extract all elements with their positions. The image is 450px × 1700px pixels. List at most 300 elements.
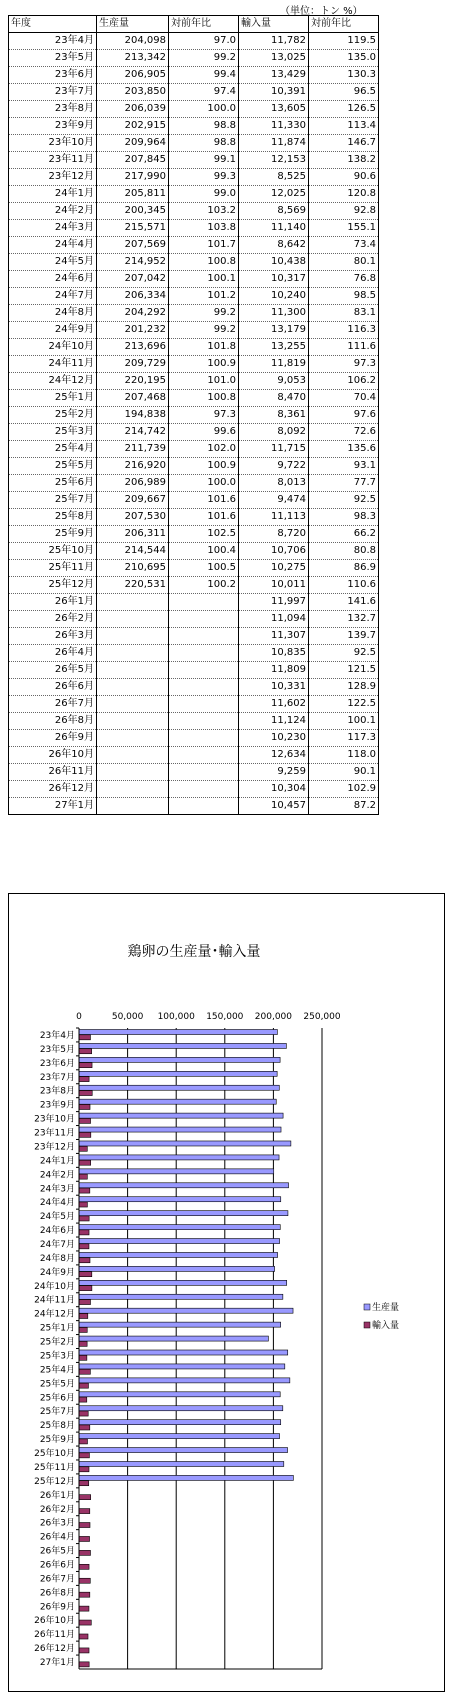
bar-production: [79, 1155, 279, 1160]
table-cell: 141.6: [309, 594, 379, 611]
column-header: 輸入量: [239, 16, 309, 33]
table-cell: 132.7: [309, 611, 379, 628]
legend-label-production: 生産量: [372, 1303, 400, 1313]
table-cell: [97, 747, 169, 764]
table-row: [9, 441, 379, 458]
table-cell: 99.3: [169, 169, 239, 186]
y-tick-label: 24年2月: [39, 1170, 75, 1181]
table-cell: 100.4: [169, 543, 239, 560]
table-cell: 128.9: [309, 679, 379, 696]
table-row: [9, 135, 379, 152]
table-row: [9, 424, 379, 441]
table-cell: 23年11月: [9, 152, 97, 169]
table-cell: 213,342: [97, 50, 169, 67]
x-tick-label: 50,000: [111, 1012, 144, 1022]
table-row: [9, 764, 379, 781]
table-cell: 207,569: [97, 237, 169, 254]
table-cell: 138.2: [309, 152, 379, 169]
table-cell: 206,334: [97, 288, 169, 305]
bar-import: [79, 1049, 92, 1054]
table-cell: 99.1: [169, 152, 239, 169]
table-cell: [169, 713, 239, 730]
table-cell: 8,642: [239, 237, 309, 254]
bar-import: [79, 1411, 88, 1416]
y-tick-label: 24年5月: [39, 1212, 75, 1223]
table-cell: 24年8月: [9, 305, 97, 322]
table-cell: 92.5: [309, 645, 379, 662]
table-cell: 26年11月: [9, 764, 97, 781]
table-cell: 26年9月: [9, 730, 97, 747]
bar-import: [79, 1035, 90, 1040]
table-row: [9, 339, 379, 356]
table-cell: [97, 611, 169, 628]
bar-import: [79, 1397, 87, 1402]
table-cell: 11,997: [239, 594, 309, 611]
table-cell: 25年5月: [9, 458, 97, 475]
y-tick-label: 24年6月: [39, 1226, 75, 1237]
bar-import: [79, 1509, 90, 1514]
table-cell: 100.0: [169, 101, 239, 118]
table-row: [9, 305, 379, 322]
y-tick-label: 26年11月: [34, 1630, 75, 1641]
table-cell: 206,905: [97, 67, 169, 84]
bar-import: [79, 1467, 89, 1472]
table-cell: 11,715: [239, 441, 309, 458]
table-cell: 103.2: [169, 203, 239, 220]
table-cell: 24年4月: [9, 237, 97, 254]
y-tick-label: 26年10月: [34, 1616, 75, 1627]
y-tick-label: 26年1月: [39, 1490, 75, 1501]
table-cell: 10,240: [239, 288, 309, 305]
table-cell: 11,094: [239, 611, 309, 628]
table-cell: 25年2月: [9, 407, 97, 424]
table-row: [9, 254, 379, 271]
table-cell: 205,811: [97, 186, 169, 203]
table-cell: 24年12月: [9, 373, 97, 390]
table-cell: 216,920: [97, 458, 169, 475]
y-tick-label: 25年11月: [34, 1462, 75, 1473]
table-cell: 211,739: [97, 441, 169, 458]
y-tick-label: 23年8月: [39, 1086, 75, 1097]
y-tick-label: 25年10月: [34, 1449, 75, 1460]
table-cell: 24年11月: [9, 356, 97, 373]
y-tick-label: 24年3月: [39, 1184, 75, 1195]
table-cell: 12,025: [239, 186, 309, 203]
table-cell: 101.6: [169, 509, 239, 526]
y-tick-label: 24年10月: [34, 1281, 75, 1292]
bar-import: [79, 1188, 90, 1193]
table-cell: 120.8: [309, 186, 379, 203]
table-cell: 25年10月: [9, 543, 97, 560]
table-cell: 204,098: [97, 33, 169, 50]
table-cell: 24年10月: [9, 339, 97, 356]
bar-production: [79, 1475, 293, 1480]
y-tick-label: 24年1月: [39, 1156, 75, 1167]
y-tick-label: 24年11月: [34, 1295, 75, 1306]
table-row: [9, 713, 379, 730]
bar-import: [79, 1453, 89, 1458]
table-cell: 11,819: [239, 356, 309, 373]
table-row: [9, 526, 379, 543]
bar-import: [79, 1230, 89, 1235]
table-cell: 207,845: [97, 152, 169, 169]
table-cell: [169, 798, 239, 815]
table-cell: 121.5: [309, 662, 379, 679]
bar-production: [79, 1043, 286, 1048]
table-cell: 102.9: [309, 781, 379, 798]
bar-import: [79, 1300, 90, 1305]
table-row: [9, 594, 379, 611]
x-tick-label: 150,000: [206, 1012, 244, 1022]
table-cell: [169, 764, 239, 781]
table-cell: 12,153: [239, 152, 309, 169]
table-cell: 139.7: [309, 628, 379, 645]
table-cell: 206,989: [97, 475, 169, 492]
bar-production: [79, 1030, 277, 1035]
table-cell: 25年12月: [9, 577, 97, 594]
bar-production: [79, 1113, 283, 1118]
table-cell: [169, 628, 239, 645]
table-cell: [97, 696, 169, 713]
table-cell: 110.6: [309, 577, 379, 594]
y-tick-label: 25年3月: [39, 1351, 75, 1362]
table-row: [9, 577, 379, 594]
bar-import: [79, 1550, 90, 1555]
bar-production: [79, 1252, 278, 1257]
bar-production: [79, 1085, 279, 1090]
table-cell: 220,531: [97, 577, 169, 594]
table-cell: 24年2月: [9, 203, 97, 220]
table-cell: 26年4月: [9, 645, 97, 662]
table-cell: 214,742: [97, 424, 169, 441]
y-tick-label: 25年7月: [39, 1407, 75, 1418]
table-cell: 101.8: [169, 339, 239, 356]
bar-import: [79, 1523, 90, 1528]
column-header: 対前年比: [309, 16, 379, 33]
y-tick-label: 23年11月: [34, 1128, 75, 1139]
table-cell: 23年12月: [9, 169, 97, 186]
table-cell: 23年10月: [9, 135, 97, 152]
table-cell: 8,013: [239, 475, 309, 492]
table-cell: 111.6: [309, 339, 379, 356]
bar-production: [79, 1308, 293, 1313]
bar-import: [79, 1592, 90, 1597]
table-cell: [97, 730, 169, 747]
bar-import: [79, 1634, 88, 1639]
table-cell: 25年1月: [9, 390, 97, 407]
y-tick-label: 26年8月: [39, 1588, 75, 1599]
bar-production: [79, 1448, 288, 1453]
table-cell: 97.3: [169, 407, 239, 424]
table-cell: 101.6: [169, 492, 239, 509]
bar-import: [79, 1648, 89, 1653]
bar-import: [79, 1258, 90, 1263]
table-row: [9, 798, 379, 815]
table-cell: 10,438: [239, 254, 309, 271]
table-cell: 98.3: [309, 509, 379, 526]
table-cell: 97.4: [169, 84, 239, 101]
bar-import: [79, 1063, 92, 1068]
unit-note: （単位：トン %）: [280, 6, 363, 17]
bar-import: [79, 1578, 90, 1583]
table-row: [9, 747, 379, 764]
legend-swatch-production: [364, 1304, 370, 1310]
y-tick-label: 23年5月: [39, 1044, 75, 1055]
table-cell: 26年6月: [9, 679, 97, 696]
table-cell: 217,990: [97, 169, 169, 186]
table-cell: 23年8月: [9, 101, 97, 118]
table-row: [9, 101, 379, 118]
table-row: [9, 271, 379, 288]
table-cell: [97, 594, 169, 611]
table-cell: 11,140: [239, 220, 309, 237]
y-tick-label: 23年7月: [39, 1072, 75, 1083]
table-cell: [169, 696, 239, 713]
y-tick-label: 26年6月: [39, 1560, 75, 1571]
data-table: [8, 15, 379, 815]
table-cell: 23年6月: [9, 67, 97, 84]
bar-import: [79, 1118, 91, 1123]
table-cell: 90.1: [309, 764, 379, 781]
table-cell: [97, 798, 169, 815]
table-cell: 92.5: [309, 492, 379, 509]
table-row: [9, 407, 379, 424]
x-tick-label: 250,000: [303, 1012, 341, 1022]
bar-production: [79, 1197, 281, 1202]
table-cell: 70.4: [309, 390, 379, 407]
table-cell: 214,544: [97, 543, 169, 560]
table-cell: [97, 662, 169, 679]
table-cell: 13,605: [239, 101, 309, 118]
bar-production: [79, 1266, 275, 1271]
table-row: [9, 611, 379, 628]
table-cell: 214,952: [97, 254, 169, 271]
table-cell: 90.6: [309, 169, 379, 186]
bar-production: [79, 1406, 283, 1411]
bar-import: [79, 1481, 89, 1486]
y-tick-label: 25年9月: [39, 1435, 75, 1446]
table-row: [9, 356, 379, 373]
table-cell: 203,850: [97, 84, 169, 101]
table-row: [9, 169, 379, 186]
y-tick-label: 26年7月: [39, 1574, 75, 1585]
table-cell: 9,259: [239, 764, 309, 781]
table-cell: [169, 730, 239, 747]
bar-production: [79, 1364, 285, 1369]
table-row: [9, 781, 379, 798]
table-cell: 8,720: [239, 526, 309, 543]
table-cell: 13,025: [239, 50, 309, 67]
table-cell: 11,307: [239, 628, 309, 645]
table-cell: 8,092: [239, 424, 309, 441]
bar-import: [79, 1216, 89, 1221]
table-cell: 101.7: [169, 237, 239, 254]
y-tick-label: 27年1月: [39, 1658, 75, 1669]
bar-import: [79, 1272, 92, 1277]
table-cell: 209,964: [97, 135, 169, 152]
table-cell: 155.1: [309, 220, 379, 237]
table-cell: 23年5月: [9, 50, 97, 67]
bar-import: [79, 1369, 90, 1374]
y-tick-label: 26年2月: [39, 1504, 75, 1515]
table-cell: 24年5月: [9, 254, 97, 271]
table-cell: 98.5: [309, 288, 379, 305]
table-cell: 24年6月: [9, 271, 97, 288]
table-cell: 210,695: [97, 560, 169, 577]
table-cell: 25年6月: [9, 475, 97, 492]
bar-production: [79, 1099, 276, 1104]
table-cell: 9,722: [239, 458, 309, 475]
table-cell: 113.4: [309, 118, 379, 135]
table-cell: [169, 662, 239, 679]
table-cell: 10,317: [239, 271, 309, 288]
table-cell: 98.8: [169, 135, 239, 152]
table-cell: 135.6: [309, 441, 379, 458]
table-cell: 10,391: [239, 84, 309, 101]
y-tick-label: 25年8月: [39, 1421, 75, 1432]
y-tick-label: 26年9月: [39, 1602, 75, 1613]
table-cell: 122.5: [309, 696, 379, 713]
table-cell: 25年7月: [9, 492, 97, 509]
table-cell: 130.3: [309, 67, 379, 84]
table-cell: 72.6: [309, 424, 379, 441]
table-cell: 26年5月: [9, 662, 97, 679]
bar-production: [79, 1434, 280, 1439]
table-row: [9, 288, 379, 305]
table-cell: 26年12月: [9, 781, 97, 798]
bar-production: [79, 1183, 289, 1188]
table-cell: 135.0: [309, 50, 379, 67]
bar-production: [79, 1461, 284, 1466]
column-header: 対前年比: [169, 16, 239, 33]
y-tick-label: 24年9月: [39, 1267, 75, 1278]
table-cell: 100.9: [169, 356, 239, 373]
table-cell: 209,667: [97, 492, 169, 509]
legend-label-import: 輸入量: [372, 1321, 400, 1331]
table-row: [9, 475, 379, 492]
bar-production: [79, 1280, 287, 1285]
bar-production: [79, 1211, 288, 1216]
table-cell: 103.8: [169, 220, 239, 237]
y-tick-label: 25年5月: [39, 1379, 75, 1390]
table-row: [9, 237, 379, 254]
table-row: [9, 458, 379, 475]
bar-import: [79, 1132, 91, 1137]
table-cell: 11,602: [239, 696, 309, 713]
table-cell: 126.5: [309, 101, 379, 118]
table-cell: 10,331: [239, 679, 309, 696]
bar-import: [79, 1077, 89, 1082]
table-cell: 11,113: [239, 509, 309, 526]
table-row: [9, 322, 379, 339]
table-cell: 10,011: [239, 577, 309, 594]
bar-production: [79, 1127, 281, 1132]
table-cell: 77.7: [309, 475, 379, 492]
table-cell: 100.9: [169, 458, 239, 475]
table-row: [9, 118, 379, 135]
table-cell: [97, 645, 169, 662]
y-tick-label: 25年12月: [34, 1476, 75, 1487]
y-tick-label: 25年2月: [39, 1337, 75, 1348]
table-cell: 13,179: [239, 322, 309, 339]
table-cell: 13,429: [239, 67, 309, 84]
table-cell: 11,782: [239, 33, 309, 50]
table-cell: 97.0: [169, 33, 239, 50]
table-cell: [169, 679, 239, 696]
x-tick-label: 200,000: [254, 1012, 293, 1022]
table-cell: 98.8: [169, 118, 239, 135]
bar-import: [79, 1160, 91, 1165]
bar-import: [79, 1341, 87, 1346]
bar-production: [79, 1239, 280, 1244]
table-cell: 101.0: [169, 373, 239, 390]
table-cell: 99.2: [169, 322, 239, 339]
table-cell: 100.8: [169, 254, 239, 271]
table-cell: 12,634: [239, 747, 309, 764]
table-row: [9, 492, 379, 509]
bar-import: [79, 1662, 89, 1667]
table-cell: 24年1月: [9, 186, 97, 203]
bar-import: [79, 1383, 88, 1388]
table-cell: 76.8: [309, 271, 379, 288]
y-tick-label: 25年1月: [39, 1323, 75, 1334]
table-cell: 13,255: [239, 339, 309, 356]
table-cell: 206,311: [97, 526, 169, 543]
bar-import: [79, 1286, 92, 1291]
bar-import: [79, 1536, 90, 1541]
table-cell: 99.0: [169, 186, 239, 203]
table-row: [9, 50, 379, 67]
table-cell: 23年7月: [9, 84, 97, 101]
y-tick-label: 26年4月: [39, 1532, 75, 1543]
table-cell: 100.2: [169, 577, 239, 594]
table-cell: 9,474: [239, 492, 309, 509]
table-cell: 102.0: [169, 441, 239, 458]
bar-production: [79, 1322, 281, 1327]
y-tick-label: 23年12月: [34, 1142, 75, 1153]
x-tick-label: 0: [76, 1012, 82, 1022]
table-cell: 100.1: [309, 713, 379, 730]
table-cell: 10,230: [239, 730, 309, 747]
table-row: [9, 186, 379, 203]
y-tick-label: 26年5月: [39, 1546, 75, 1557]
y-tick-label: 25年6月: [39, 1393, 75, 1404]
table-row: [9, 509, 379, 526]
table-cell: 194,838: [97, 407, 169, 424]
table-cell: [97, 713, 169, 730]
legend-swatch-import: [364, 1322, 370, 1328]
table-cell: [169, 645, 239, 662]
y-tick-label: 23年4月: [39, 1030, 75, 1041]
bar-chart: [9, 894, 444, 1691]
table-cell: 118.0: [309, 747, 379, 764]
table-cell: 27年1月: [9, 798, 97, 815]
y-tick-label: 23年6月: [39, 1058, 75, 1069]
table-cell: [97, 679, 169, 696]
table-cell: 8,569: [239, 203, 309, 220]
table-cell: 8,361: [239, 407, 309, 424]
table-cell: 206,039: [97, 101, 169, 118]
table-cell: 25年8月: [9, 509, 97, 526]
chart-container: [8, 893, 445, 1692]
bar-production: [79, 1057, 280, 1062]
table-row: [9, 662, 379, 679]
table-cell: 11,809: [239, 662, 309, 679]
bar-import: [79, 1146, 87, 1151]
table-cell: 99.4: [169, 67, 239, 84]
table-cell: 24年3月: [9, 220, 97, 237]
table-cell: [169, 781, 239, 798]
